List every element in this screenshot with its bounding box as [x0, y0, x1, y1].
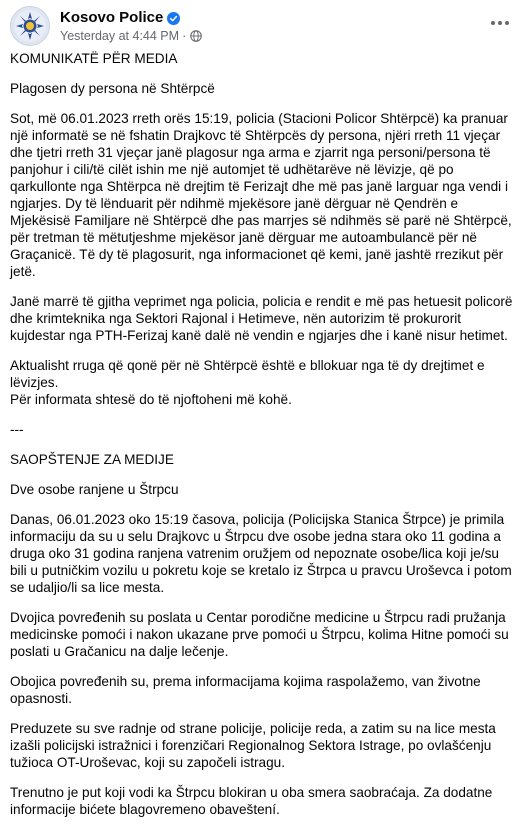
post-paragraph: Janë marrë të gjitha veprimet nga policia, policia e rendit e më pas hetuesit policorë dhe krimteknika nga Sektori Rajonal i Hetimeve, nën autorizim të prokurorit kujdestar nga PTH-Ferizaj kanë dalë në vendin e ngjarjes dhe i kanë nisur hetimet. — [10, 294, 513, 343]
meta-separator: · — [182, 29, 187, 43]
post-timestamp[interactable]: Yesterday at 4:44 PM — [60, 29, 180, 43]
author-name[interactable]: Kosovo Police — [60, 9, 164, 26]
post-meta — [60, 28, 202, 44]
post-divider-text: --- — [10, 422, 24, 437]
verified-badge-icon — [167, 12, 180, 25]
post-paragraph: Preduzete su sve radnje od strane policije, policije reda, a zatim su na lice mesta izašli policijski istražnici i forenzičari Regionalnog Sektora Istrage, po ovlašćenju tužioca OT-Uroševac, koji su započeli istragu. — [10, 721, 496, 770]
post-heading-albanian: KOMUNIKATË PËR MEDIA — [10, 51, 178, 66]
post-line: Për informata shtesë do të njoftoheni më kohë. — [10, 392, 292, 407]
police-badge-icon[interactable] — [10, 6, 50, 46]
post-paragraph: Danas, 06.01.2023 oko 15:19 časova, policija (Policijska Stanica Štrpce) je primila informaciju da su u selu Drajkovc u Štrpcu dve osobe jedna stara oko 11 godina a druga oko 31 godina ranjena vatrenim oružjem od nepoznate osobe/lica koji je/su bili u putničkim vozilu u pokretu koje se kretalo iz Štrpca u pravcu Uroševca i potom se udaljio/li sa lice mesta. — [10, 512, 512, 595]
post-subtitle-serbian: Dve osobe ranjene u Štrpcu — [10, 482, 179, 497]
post-body — [10, 50, 518, 831]
post-paragraph: Obojica povređenih su, prema informacijama kojima raspolažemo, van životne opasnosti. — [10, 674, 481, 706]
globe-icon[interactable] — [190, 30, 202, 42]
post-subtitle-albanian: Plagosen dy persona në Shtërpcë — [10, 81, 215, 96]
more-options-icon[interactable] — [485, 8, 515, 38]
post-author[interactable] — [60, 9, 180, 27]
post-heading-serbian: SAOPŠTENJE ZA MEDIJE — [10, 452, 174, 467]
post-header — [10, 6, 515, 46]
post-paragraph: Dvojica povređenih su poslata u Centar porodične medicine u Štrpcu radi pružanja medicinske pomoći i nakon ukazane prve pomoći u Štrpcu, kolima Hitne pomoći su poslati u Gračanicu na dalje lečenje. — [10, 610, 509, 659]
post-paragraph: Sot, më 06.01.2023 rreth orës 15:19, policia (Stacioni Policor Shtërpcë) ka pranuar një informatë se në fshatin Drajkovc të Shtërpcës dy persona, njëri rreth 11 vjeçar dhe tjetri rreth 31 vjeçar janë plagosur nga arma e zjarrit nga personi/persona të panjohur i cili/të cilët ishin me një automjet të udhëtarëve në lëvizje, që po qarkullonte nga Shtërpca në drejtim të Ferizajt dhe më pas janë larguar nga vendi i ngjarjes. Dy të lënduarit për ndihmë mjekësore janë dërguar në Qendrën e Mjekësisë Familjare në Shtërpcë dhe pas marrjes së ndihmës së parë në Shtërpcë, për tretman të mëtutjeshme mjekësor janë dërguar me autoambulancë për në Graçanicë. Të dy të plagosurit, nga informacionet që kemi, janë jashtë rrezikut për jetë. — [10, 111, 512, 279]
post-paragraph: Trenutno je put koji vodi ka Štrpcu blokiran u oba smera saobraćaja. Za dodatne informacije bićete blagovremeno obaveštení. — [10, 785, 493, 817]
post-paragraph-group — [10, 357, 518, 408]
post-line: Aktualisht rruga që qonë për në Shtërpcë është e bllokuar nga të dy drejtimet e lëvizjes. — [10, 358, 485, 390]
